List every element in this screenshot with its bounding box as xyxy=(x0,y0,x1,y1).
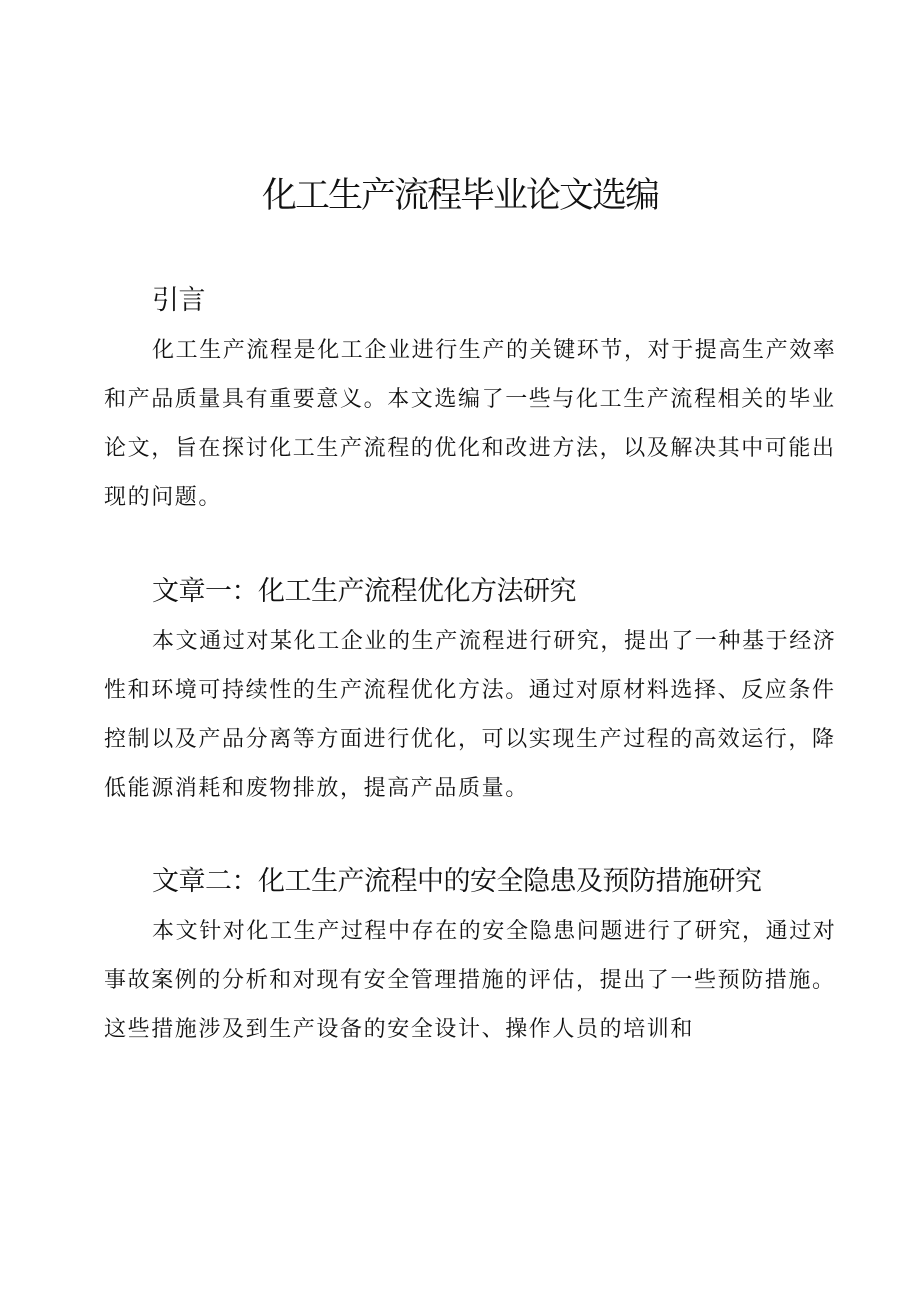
section-heading-article-one: 文章一：化工生产流程优化方法研究 xyxy=(152,576,576,607)
section-body-article-one: 本文通过对某化工企业的生产流程进行研究，提出了一种基于经济性和环境可持续性的生产流程优化方法。通过对原材料选择、反应条件控制以及产品分离等方面进行优化，可以实现生产过程的高效运行，降低能源消耗和废物排放，提高产品质量。 xyxy=(104,629,837,801)
section-body-introduction: 化工生产流程是化工企业进行生产的关键环节，对于提高生产效率和产品质量具有重要意义。本文选编了一些与化工生产流程相关的毕业论文，旨在探讨化工生产流程的优化和改进方法，以及解决其中可能出现的问题。 xyxy=(104,338,837,510)
document-title: 化工生产流程毕业论文选编 xyxy=(261,176,658,216)
section-body-article-two: 本文针对化工生产过程中存在的安全隐患问题进行了研究，通过对事故案例的分析和对现有安全管理措施的评估，提出了一些预防措施。这些措施涉及到生产设备的安全设计、操作人员的培训和 xyxy=(104,919,837,1042)
section-heading-article-two: 文章二：化工生产流程中的安全隐患及预防措施研究 xyxy=(152,866,762,897)
section-heading-introduction: 引言 xyxy=(152,285,205,316)
